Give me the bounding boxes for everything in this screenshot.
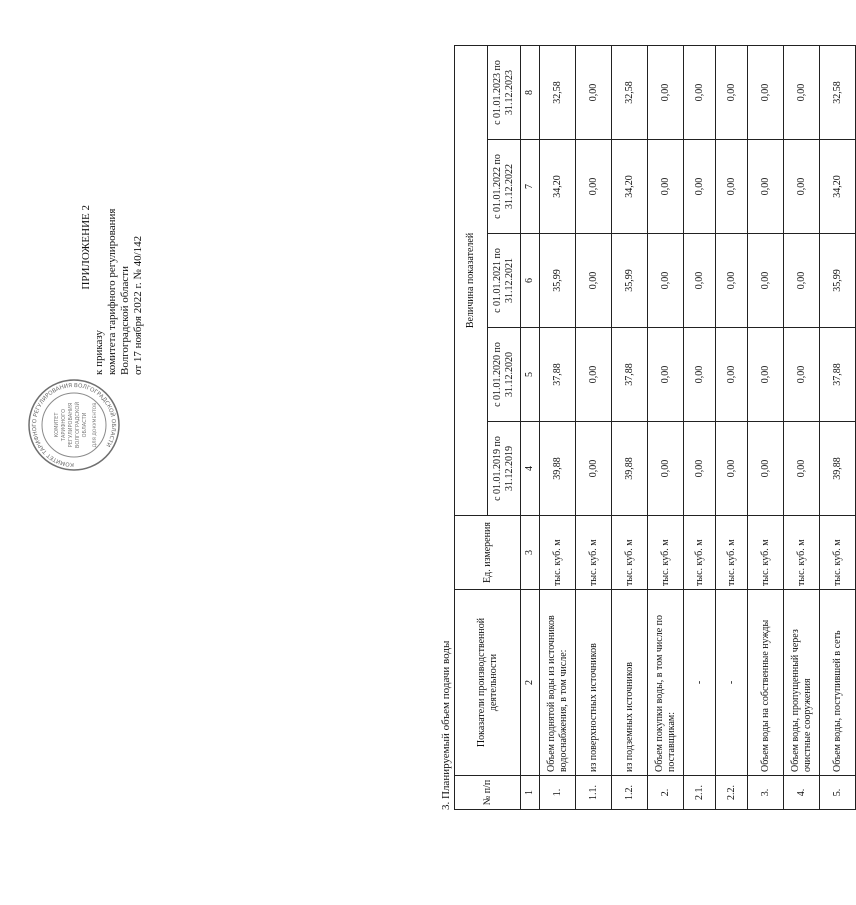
col-number: 4 <box>521 422 540 516</box>
approval-line-3: Волгоградской области <box>119 266 131 375</box>
row-value: 0,00 <box>748 46 784 140</box>
row-value: 39,88 <box>820 422 856 516</box>
row-value: 0,00 <box>716 328 748 422</box>
row-value: 0,00 <box>684 328 716 422</box>
col-number: 3 <box>521 516 540 590</box>
approval-block <box>80 35 145 375</box>
row-value: 0,00 <box>716 46 748 140</box>
row-value: 0,00 <box>784 328 820 422</box>
svg-text:ОБЛАСТИ: ОБЛАСТИ <box>82 412 88 438</box>
row-name: Объем поднятой воды из источников водоснабжения, в том числе: <box>540 590 576 776</box>
column-number-row <box>521 46 540 810</box>
col-number: 8 <box>521 46 540 140</box>
row-name: из поверхностных источников <box>576 590 612 776</box>
row-num: 1. <box>540 776 576 810</box>
row-value: 0,00 <box>684 140 716 234</box>
row-value: 0,00 <box>648 140 684 234</box>
row-value: 0,00 <box>684 422 716 516</box>
row-value: 0,00 <box>576 422 612 516</box>
row-value: 39,88 <box>540 422 576 516</box>
row-num: 1.2. <box>612 776 648 810</box>
section-title: 3. Планируемый объем подачи воды <box>440 640 452 810</box>
col-number: 7 <box>521 140 540 234</box>
table-row <box>684 46 716 810</box>
row-value: 0,00 <box>648 234 684 328</box>
row-unit: тыс. куб. м <box>648 516 684 590</box>
approval-line-4: от 17 ноября 2022 г. № 40/142 <box>132 235 144 375</box>
row-value: 0,00 <box>784 46 820 140</box>
row-value: 0,00 <box>648 422 684 516</box>
row-value: 0,00 <box>784 234 820 328</box>
row-num: 2.2. <box>716 776 748 810</box>
header-num: № п/п <box>455 776 521 810</box>
row-unit: тыс. куб. м <box>576 516 612 590</box>
header-period: с 01.01.2021 по 31.12.2021 <box>488 234 521 328</box>
approval-line-2: комитета тарифного регулирования <box>106 208 118 375</box>
header-period: с 01.01.2019 по 31.12.2019 <box>488 422 521 516</box>
row-value: 0,00 <box>748 422 784 516</box>
row-value: 32,58 <box>820 46 856 140</box>
row-num: 3. <box>748 776 784 810</box>
col-number: 5 <box>521 328 540 422</box>
row-value: 0,00 <box>648 328 684 422</box>
header-period: с 01.01.2022 по 31.12.2022 <box>488 140 521 234</box>
row-unit: тыс. куб. м <box>684 516 716 590</box>
row-value: 0,00 <box>748 140 784 234</box>
row-value: 0,00 <box>784 140 820 234</box>
row-name: Объем покупки воды, в том числе по поставщикам: <box>648 590 684 776</box>
official-seal <box>26 377 122 473</box>
row-num: 2. <box>648 776 684 810</box>
row-value: 0,00 <box>716 140 748 234</box>
row-unit: тыс. куб. м <box>820 516 856 590</box>
header-unit: Ед. измерения <box>455 516 521 590</box>
row-name: Объем воды, пропущенный через очистные сооружения <box>784 590 820 776</box>
header-values-group: Величина показателей <box>455 46 488 516</box>
svg-text:ТАРИФНОГО: ТАРИФНОГО <box>61 408 67 442</box>
col-number: 1 <box>521 776 540 810</box>
row-num: 1.1. <box>576 776 612 810</box>
row-name: - <box>716 590 748 776</box>
header-indicator: Показатели производственной деятельности <box>455 590 521 776</box>
row-value: 0,00 <box>648 46 684 140</box>
row-value: 0,00 <box>684 46 716 140</box>
row-value: 0,00 <box>716 234 748 328</box>
row-unit: тыс. куб. м <box>540 516 576 590</box>
row-unit: тыс. куб. м <box>748 516 784 590</box>
row-value: 0,00 <box>576 140 612 234</box>
header-period: с 01.01.2020 по 31.12.2020 <box>488 328 521 422</box>
row-value: 0,00 <box>784 422 820 516</box>
svg-text:РЕГУЛИРОВАНИЯ: РЕГУЛИРОВАНИЯ <box>68 402 74 448</box>
approval-line-1: к приказу <box>93 329 105 375</box>
svg-text:ДЛЯ ДОКУМЕНТОВ: ДЛЯ ДОКУМЕНТОВ <box>93 402 98 448</box>
row-value: 39,88 <box>612 422 648 516</box>
col-number: 2 <box>521 590 540 776</box>
row-value: 0,00 <box>748 328 784 422</box>
table-row <box>540 46 576 810</box>
row-value: 0,00 <box>684 234 716 328</box>
table-row <box>716 46 748 810</box>
row-value: 32,58 <box>612 46 648 140</box>
row-name: из подземных источников <box>612 590 648 776</box>
row-value: 34,20 <box>540 140 576 234</box>
table-row <box>648 46 684 810</box>
row-unit: тыс. куб. м <box>612 516 648 590</box>
row-name: Объем воды, поступившей в сеть <box>820 590 856 776</box>
row-value: 35,99 <box>540 234 576 328</box>
row-num: 4. <box>784 776 820 810</box>
row-value: 0,00 <box>748 234 784 328</box>
svg-text:КОМИТЕТ: КОМИТЕТ <box>54 412 60 438</box>
row-value: 37,88 <box>612 328 648 422</box>
row-name: Объем воды на собственные нужды <box>748 590 784 776</box>
table-row <box>576 46 612 810</box>
col-number: 6 <box>521 234 540 328</box>
appendix-label: ПРИЛОЖЕНИЕ 2 <box>80 205 92 290</box>
row-value: 35,99 <box>820 234 856 328</box>
table-row <box>612 46 648 810</box>
row-value: 32,58 <box>540 46 576 140</box>
table-row <box>784 46 820 810</box>
row-value: 0,00 <box>716 422 748 516</box>
row-value: 37,88 <box>820 328 856 422</box>
row-value: 0,00 <box>576 328 612 422</box>
row-value: 34,20 <box>612 140 648 234</box>
table-row <box>820 46 856 810</box>
header-period: с 01.01.2023 по 31.12.2023 <box>488 46 521 140</box>
row-unit: тыс. куб. м <box>784 516 820 590</box>
water-supply-table <box>454 45 856 810</box>
row-num: 2.1. <box>684 776 716 810</box>
row-value: 0,00 <box>576 234 612 328</box>
row-value: 37,88 <box>540 328 576 422</box>
row-value: 35,99 <box>612 234 648 328</box>
row-name: - <box>684 590 716 776</box>
svg-text:ВОЛГОГРАДСКОЙ: ВОЛГОГРАДСКОЙ <box>75 401 81 449</box>
row-unit: тыс. куб. м <box>716 516 748 590</box>
table-row <box>748 46 784 810</box>
svg-text:КОМИТЕТ ТАРИФНОГО РЕГУЛИРОВАНИ: КОМИТЕТ ТАРИФНОГО РЕГУЛИРОВАНИЯ ВОЛГОГРАДСКОЙ ОБЛАСТИ <box>31 382 117 468</box>
row-value: 0,00 <box>576 46 612 140</box>
row-value: 34,20 <box>820 140 856 234</box>
row-num: 5. <box>820 776 856 810</box>
